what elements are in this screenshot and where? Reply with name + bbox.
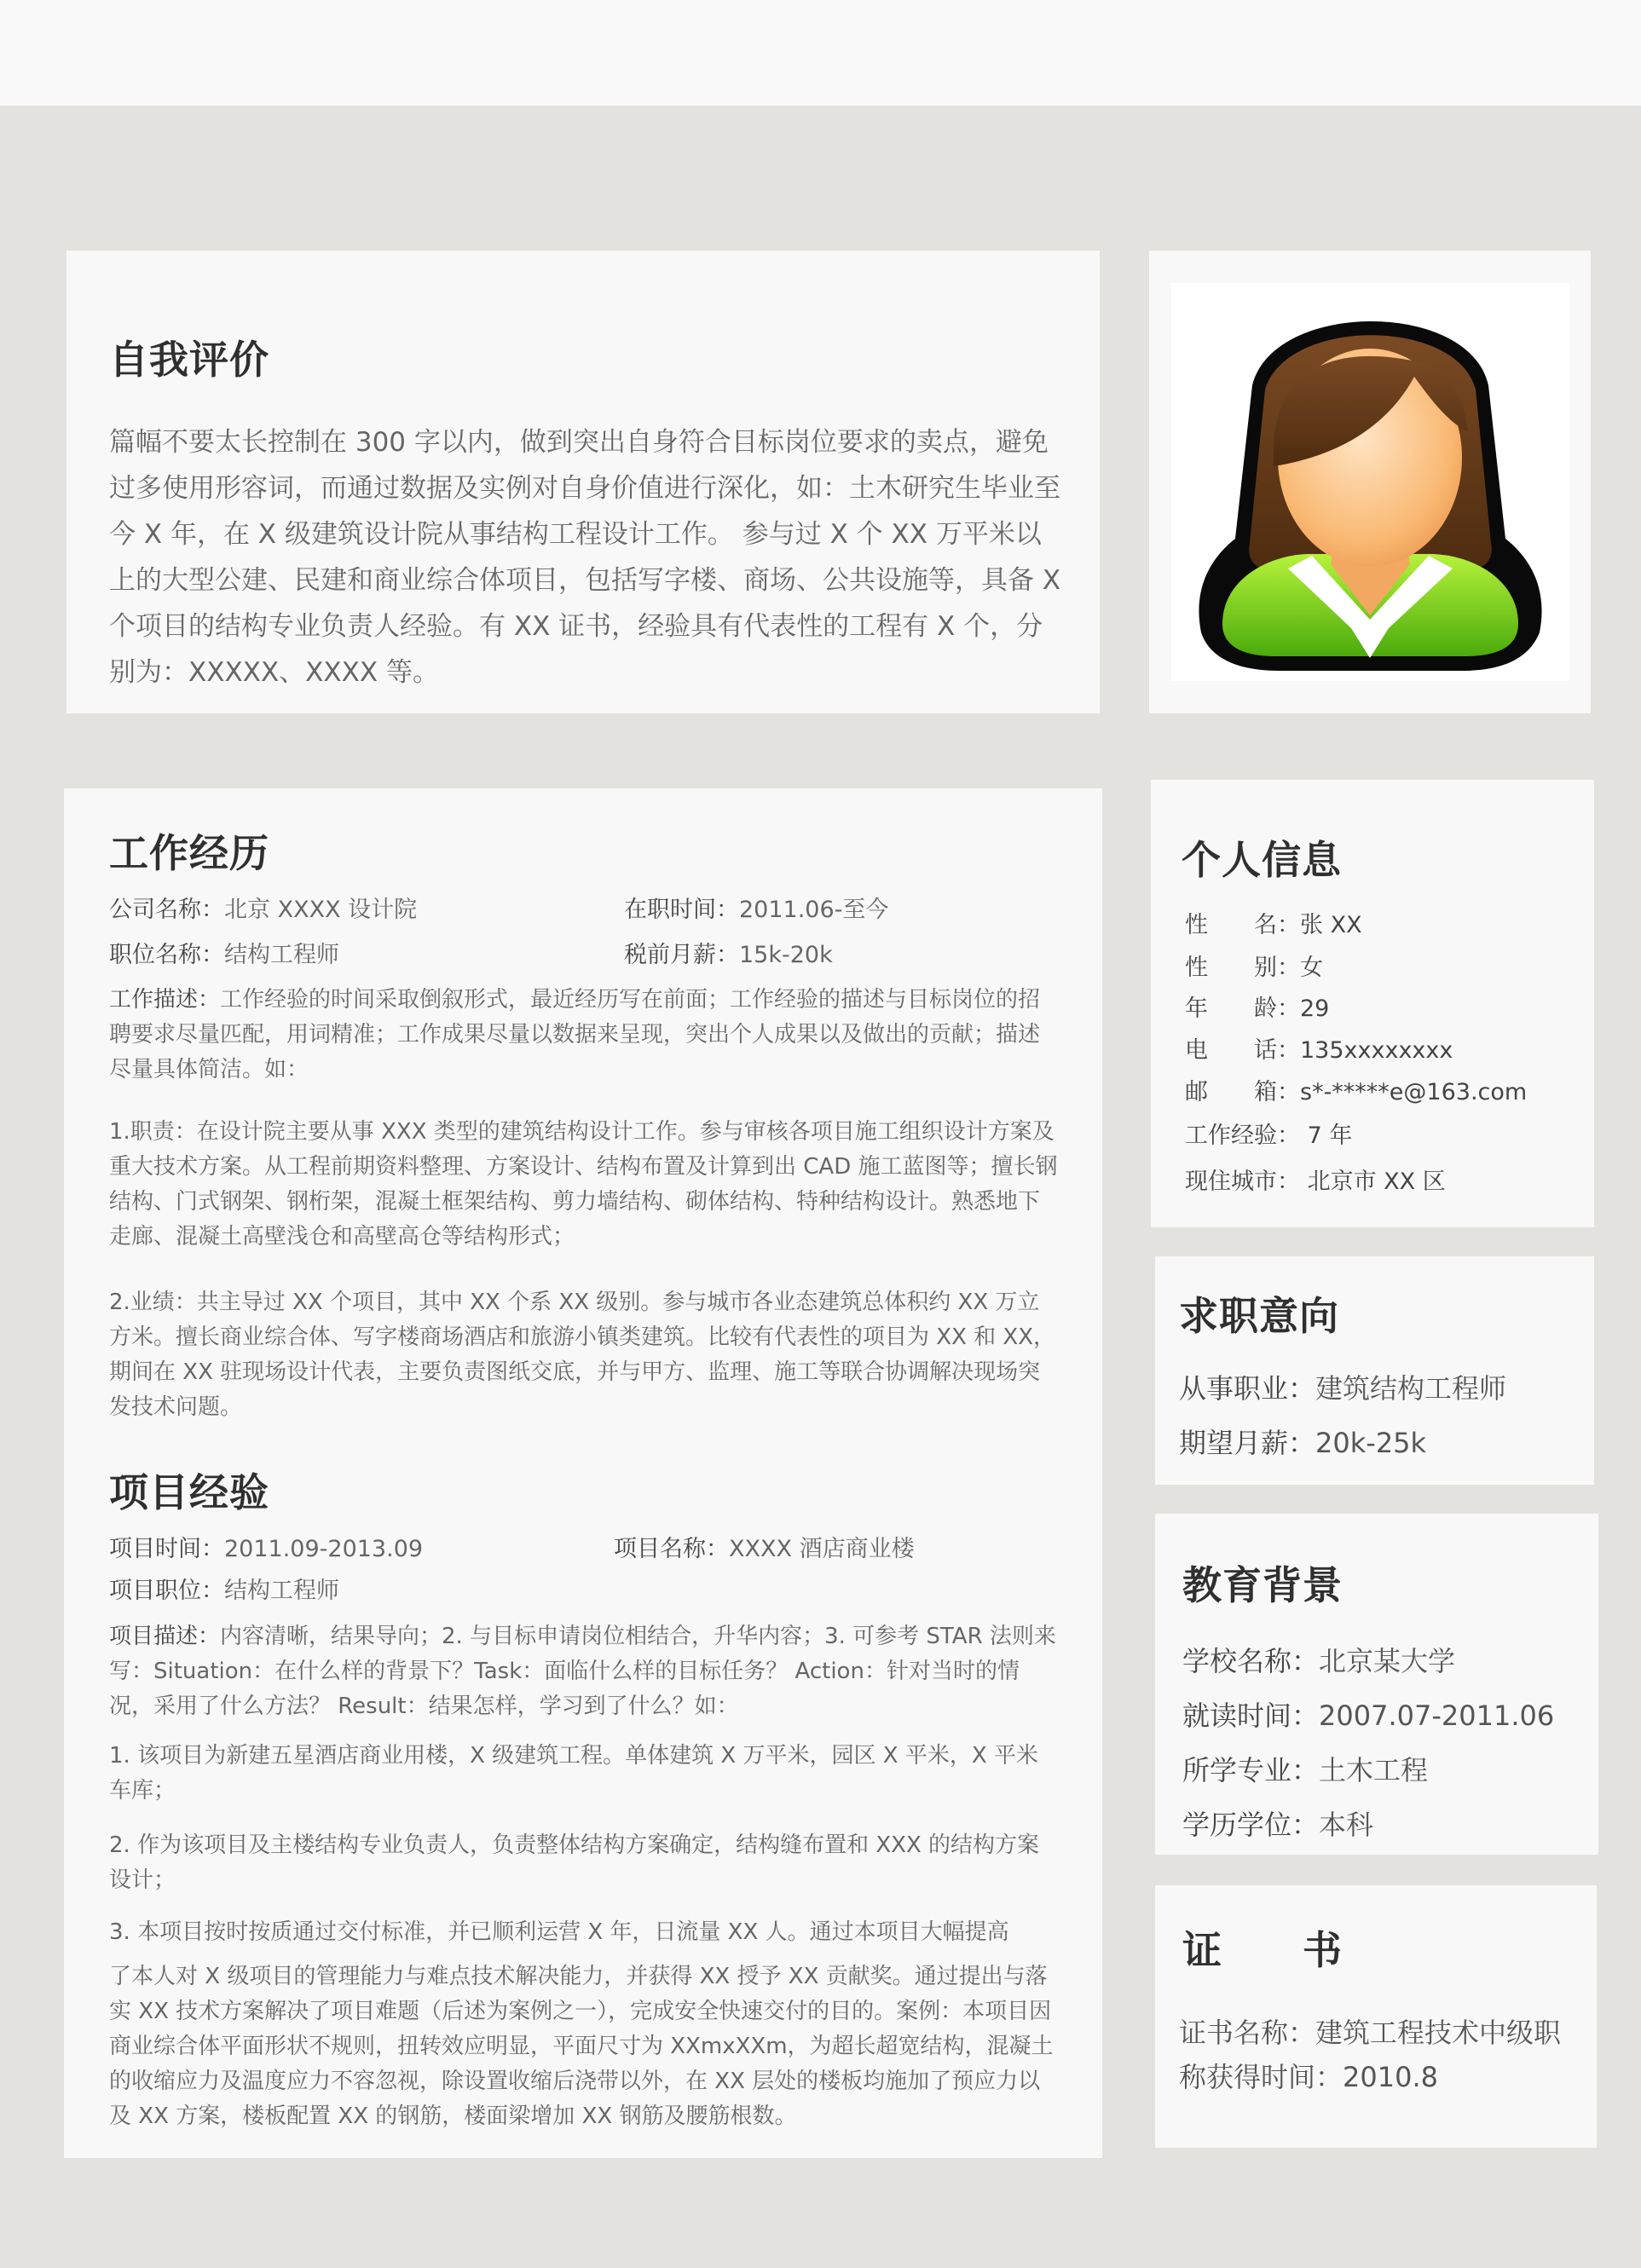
work-title: 工作经历 [109, 830, 269, 876]
personal-title: 个人信息 [1182, 837, 1342, 883]
work-salary: 税前月薪：15k-20k [624, 942, 833, 968]
project-name: 项目名称：XXXX 酒店商业楼 [614, 1536, 915, 1562]
work-company: 公司名称：北京 XXXX 设计院 [109, 897, 418, 923]
education-degree: 学历学位：本科 [1182, 1809, 1374, 1841]
personal-row-city: 现住城市： 北京市 XX 区 [1185, 1169, 1446, 1195]
personal-row-name: 性 名：张 XX [1185, 912, 1362, 938]
intent-card [1155, 1256, 1594, 1485]
self-eval-title: 自我评价 [109, 337, 269, 383]
avatar [1171, 283, 1569, 681]
project-item-3b: 了本人对 X 级项目的管理能力与难点技术解决能力，并获得 XX 授予 XX 贡献奖。通过提出与落实 XX 技术方案解决了项目难题（后述为案例之一），完成安全快速交付的目的。案例：本项目因商业综合体平面形状不规则，扭转效应明显，平面尺寸为 XXmxXXm，为超长超宽结构，混凝土的收缩应力及温度应力不容忽视，除设置收缩后浇带以外，在 XX 层处的楼板均施加了预应力以及 XX 方案，楼板配置 XX 的钢筋，楼面梁增加 XX 钢筋及腰筋根数。 [109, 1964, 1054, 2129]
personal-row-experience: 工作经验： 7 年 [1185, 1122, 1353, 1149]
personal-row-age: 年 龄：29 [1185, 995, 1330, 1022]
self-eval-text: 篇幅不要太长控制在 300 字以内，做到突出自身符合目标岗位要求的卖点，避免过多使用形容词，而通过数据及实例对自身价值进行深化，如：土木研究生毕业至今 X 年，在 X 级建筑设计院从事结构工程设计工作。 参与过 X 个 XX 万平米以上的大型公建、民建和商业综合体项目，包括写字楼、商场、公共设施等，具备 X 个项目的结构专业负责人经验。有 XX 证书，经验具有代表性的工程有 X 个，分别为：XXXXX、XXXX 等。 [109, 427, 1061, 688]
work-item-1: 1.职责：在设计院主要从事 XXX 类型的建筑结构设计工作。参与审核各项目施工组织设计方案及重大技术方案。从工程前期资料整理、方案设计、结构布置及计算到出 CAD 施工蓝图等；擅长钢结构、门式钢架、钢桁架，混凝土框架结构、剪力墙结构、砌体结构、特种结构设计。熟悉地下走廊、混凝土高壁浅仓和高壁高仓等结构形式； [109, 1119, 1058, 1249]
project-item-3a: 3. 本项目按时按质通过交付标准，并已顺利运营 X 年，日流量 XX 人。通过本项目大幅提高 [109, 1919, 1009, 1945]
personal-row-email: 邮 箱：s*-*****e@163.com [1185, 1079, 1528, 1105]
cert-title: 证 书 [1182, 1927, 1343, 1973]
photo-card [1149, 251, 1591, 713]
cert-line-2: 称获得时间：2010.8 [1179, 2061, 1438, 2093]
intent-salary: 期望月薪：20k-25k [1179, 1427, 1427, 1459]
work-item-2: 2.业绩：共主导过 XX 个项目，其中 XX 个系 XX 级别。参与城市各业态建筑总体积约 XX 万立方米。擅长商业综合体、写字楼商场酒店和旅游小镇类建筑。比较有代表性的项目为 XX 和 XX，期间在 XX 驻现场设计代表，主要负责图纸交底，并与甲方、监理、施工等联合协调解决现场突发技术问题。 [109, 1290, 1056, 1420]
personal-row-phone: 电 话：135xxxxxxxx [1185, 1037, 1453, 1064]
self-eval-card [66, 251, 1100, 713]
project-title: 项目经验 [109, 1469, 269, 1515]
intent-title: 求职意向 [1179, 1293, 1339, 1339]
avatar-icon [1171, 283, 1569, 681]
education-card [1155, 1514, 1598, 1855]
education-school: 学校名称：北京某大学 [1182, 1645, 1456, 1677]
personal-row-gender: 性 别：女 [1185, 955, 1323, 981]
top-bar [0, 0, 1641, 106]
project-time: 项目时间：2011.09-2013.09 [109, 1536, 424, 1562]
intent-job: 从事职业：建筑结构工程师 [1179, 1372, 1507, 1405]
project-desc: 项目描述：内容清晰，结果导向；2. 与目标申请岗位相结合，升华内容；3. 可参考 STAR 法则来写：Situation：在什么样的背景下？Task：面临什么样的目标任务？ Action：针对当时的情况，采用了什么方法？ Result：结果怎样，学习到了什么？如： [109, 1624, 1056, 1719]
personal-card [1151, 780, 1594, 1227]
education-title: 教育背景 [1182, 1562, 1343, 1608]
experience-card [64, 788, 1102, 2158]
project-role: 项目职位：结构工程师 [109, 1578, 339, 1604]
cert-line-1: 证书名称：建筑工程技术中级职 [1179, 2017, 1562, 2049]
work-desc: 工作描述：工作经验的时间采取倒叙形式，最近经历写在前面；工作经验的描述与目标岗位的招聘要求尽量匹配，用词精准；工作成果尽量以数据来呈现，突出个人成果以及做出的贡献；描述尽量具体简洁。如： [109, 987, 1041, 1082]
work-position: 职位名称：结构工程师 [109, 942, 339, 968]
education-major: 所学专业：土木工程 [1182, 1754, 1429, 1786]
cert-card [1155, 1885, 1597, 2148]
project-item-1: 1. 该项目为新建五星酒店商业用楼，X 级建筑工程。单体建筑 X 万平米，园区 X 平米，X 平米车库； [109, 1743, 1038, 1803]
education-time: 就读时间：2007.07-2011.06 [1182, 1700, 1555, 1732]
project-item-2: 2. 作为该项目及主楼结构专业负责人，负责整体结构方案确定，结构缝布置和 XXX 的结构方案设计； [109, 1832, 1040, 1893]
work-period: 在职时间：2011.06-至今 [624, 897, 889, 923]
